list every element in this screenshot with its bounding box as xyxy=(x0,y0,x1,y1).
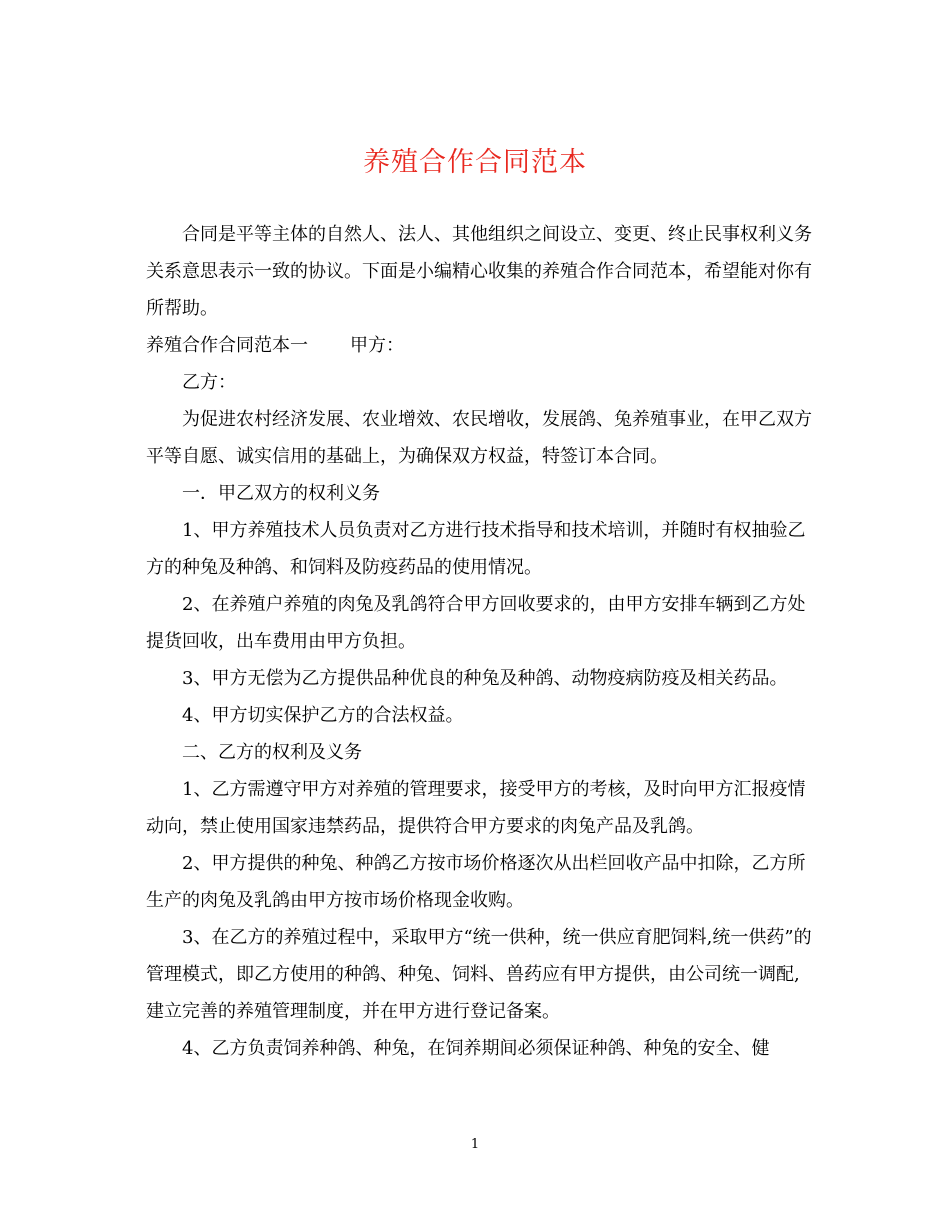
clause-paragraph: 2、在养殖户养殖的肉兔及乳鸽符合甲方回收要求的，由甲方安排车辆到乙方处提货回收，出车费用由甲方负担。 xyxy=(146,594,806,652)
sample-heading-line xyxy=(146,327,814,364)
sample-heading: 养殖合作合同范本一 xyxy=(146,335,308,356)
intro-paragraph: 合同是平等主体的自然人、法人、其他组织之间设立、变更、终止民事权利义务关系意思表示一致的协议。下面是小编精心收集的养殖合作合同范本，希望能对你有所帮助。 xyxy=(146,224,812,319)
clause-paragraph: 3、在乙方的养殖过程中，采取甲方“统一供种，统一供应育肥饲料,统一供药”的管理模式，即乙方使用的种鸽、种兔、饲料、兽药应有甲方提供，由公司统一调配,建立完善的养殖管理制度，并在甲方进行登记备案。 xyxy=(146,927,812,1022)
clause-paragraph: 1、甲方养殖技术人员负责对乙方进行技术指导和技术培训，并随时有权抽验乙方的种兔及种鸽、和饲料及防疫药品的使用情况。 xyxy=(146,520,806,578)
clause-paragraph: 2、甲方提供的种兔、种鸽乙方按市场价格逐次从出栏回收产品中扣除，乙方所生产的肉兔及乳鸽由甲方按市场价格现金收购。 xyxy=(146,853,806,911)
page-number: 1 xyxy=(470,1137,480,1152)
document-title: 养殖合作合同范本 xyxy=(363,147,587,178)
clause-paragraph: 3、甲方无偿为乙方提供品种优良的种兔及种鸽、动物疫病防疫及相关药品。 xyxy=(182,668,788,689)
clause-paragraph: 1、乙方需遵守甲方对养殖的管理要求，接受甲方的考核，及时向甲方汇报疫情动向，禁止使用国家违禁药品，提供符合甲方要求的肉兔产品及乳鸽。 xyxy=(146,779,806,837)
party-b-label: 乙方： xyxy=(182,372,236,393)
section-heading: 一．甲乙双方的权利义务 xyxy=(182,483,380,504)
party-a-label: 甲方： xyxy=(350,335,404,356)
clause-paragraph: 4、乙方负责饲养种鸽、种兔，在饲养期间必须保证种鸽、种兔的安全、健 xyxy=(182,1038,770,1059)
clause-paragraph: 4、甲方切实保护乙方的合法权益。 xyxy=(182,705,464,726)
section-heading: 二、乙方的权利及义务 xyxy=(182,742,362,763)
preamble-paragraph: 为促进农村经济发展、农业增效、农民增收，发展鸽、兔养殖事业，在甲乙双方平等自愿、诚实信用的基础上，为确保双方权益，特签订本合同。 xyxy=(146,409,812,467)
document-body xyxy=(146,216,814,1067)
